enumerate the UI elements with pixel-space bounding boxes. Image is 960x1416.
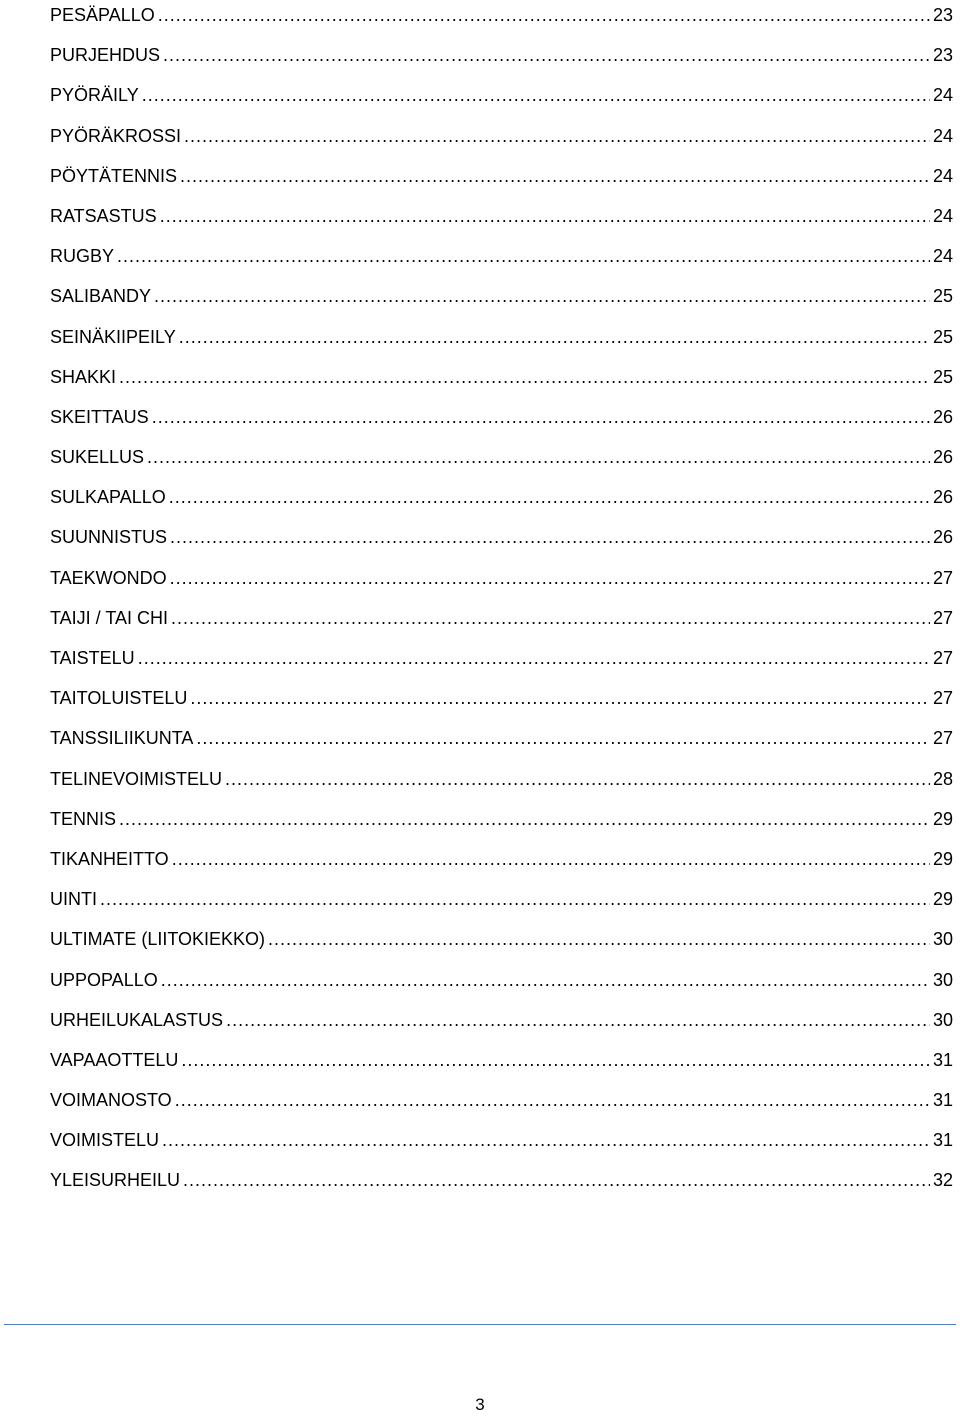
- toc-dot-leader: [183, 1166, 930, 1194]
- toc-entry-page: 31: [932, 1049, 953, 1070]
- toc-entry-label: SULKAPALLO: [50, 487, 166, 508]
- toc-entry-label: RATSASTUS: [50, 205, 157, 226]
- toc-entry-label: TAISTELU: [50, 648, 135, 668]
- toc-dot-leader: [268, 925, 930, 953]
- toc-entry[interactable]: [50, 282, 953, 322]
- toc-entry[interactable]: [50, 684, 953, 724]
- toc-entry-label: SHAKKI: [50, 366, 117, 387]
- toc-dot-leader: [170, 523, 930, 551]
- toc-entry-page: 26: [932, 527, 953, 548]
- toc-entry[interactable]: [50, 724, 953, 764]
- toc-dot-leader: [147, 443, 930, 471]
- toc-entry-label: URHEILUKALASTUS: [50, 1009, 224, 1030]
- toc-entry[interactable]: [50, 443, 953, 483]
- toc-entry-label: VOIMISTELU: [50, 1130, 160, 1151]
- toc-entry-label: ULTIMATE (LIITOKIEKKO): [50, 929, 266, 950]
- toc-dot-leader: [117, 242, 930, 270]
- toc-entry[interactable]: [50, 805, 953, 845]
- toc-dot-leader: [100, 885, 930, 913]
- toc-dot-leader: [154, 282, 930, 310]
- toc-entry-label: PESÄPALLO: [50, 5, 155, 25]
- toc-entry-page: 27: [932, 728, 953, 749]
- toc-entry-label: TAEKWONDO: [50, 567, 167, 588]
- toc-entry[interactable]: [50, 41, 953, 81]
- toc-entry[interactable]: [50, 564, 953, 604]
- toc-dot-leader: [161, 966, 930, 994]
- toc-entry[interactable]: [50, 403, 953, 443]
- toc-dot-leader: [119, 363, 930, 391]
- toc-dot-leader: [226, 1006, 930, 1034]
- toc-entry[interactable]: [50, 1006, 953, 1046]
- toc-entry[interactable]: [50, 1, 953, 41]
- toc-dot-leader: [138, 644, 930, 672]
- toc-entry-page: 29: [932, 808, 953, 829]
- table-of-contents: [50, 0, 953, 1207]
- toc-entry-label: SALIBANDY: [50, 286, 152, 307]
- toc-entry[interactable]: [50, 81, 953, 121]
- toc-entry[interactable]: [50, 363, 953, 403]
- toc-entry-page: 32: [932, 1170, 953, 1191]
- toc-entry-page: 24: [932, 85, 953, 106]
- toc-entry-page: 26: [932, 487, 953, 508]
- toc-entry-label: UINTI: [50, 889, 97, 910]
- toc-dot-leader: [172, 845, 930, 873]
- toc-entry-page: 25: [932, 286, 953, 307]
- toc-dot-leader: [142, 81, 930, 109]
- toc-entry-page: 30: [932, 969, 953, 990]
- toc-entry-label: PYÖRÄILY: [50, 85, 139, 106]
- toc-entry-page: 23: [932, 5, 953, 25]
- toc-entry-label: RUGBY: [50, 246, 115, 267]
- toc-entry[interactable]: [50, 1086, 953, 1126]
- toc-entry-page: 30: [932, 1009, 953, 1030]
- page-number: 3: [475, 1395, 485, 1414]
- toc-entry-page: 27: [932, 648, 953, 668]
- toc-entry-page: 24: [932, 125, 953, 146]
- toc-entry-label: UPPOPALLO: [50, 969, 158, 990]
- toc-entry-label: TAIJI / TAI CHI: [50, 607, 169, 628]
- toc-entry-label: TIKANHEITTO: [50, 848, 169, 869]
- toc-dot-leader: [152, 403, 930, 431]
- toc-entry-page: 29: [932, 848, 953, 869]
- toc-entry[interactable]: [50, 604, 953, 644]
- toc-dot-leader: [160, 202, 930, 230]
- toc-entry[interactable]: [50, 242, 953, 282]
- toc-entry[interactable]: [50, 162, 953, 202]
- toc-entry[interactable]: [50, 966, 953, 1006]
- toc-entry-label: PÖYTÄTENNIS: [50, 165, 178, 186]
- toc-dot-leader: [158, 1, 930, 29]
- toc-dot-leader: [190, 684, 930, 712]
- toc-entry[interactable]: [50, 925, 953, 965]
- toc-entry-label: SUUNNISTUS: [50, 527, 168, 548]
- toc-entry[interactable]: [50, 644, 953, 684]
- toc-dot-leader: [175, 1086, 930, 1114]
- toc-entry-page: 24: [932, 205, 953, 226]
- toc-entry[interactable]: [50, 1166, 953, 1206]
- toc-entry[interactable]: [50, 483, 953, 523]
- toc-entry-label: TENNIS: [50, 808, 117, 829]
- toc-entry-page: 29: [932, 889, 953, 910]
- toc-entry[interactable]: [50, 845, 953, 885]
- toc-entry[interactable]: [50, 122, 953, 162]
- toc-dot-leader: [180, 162, 930, 190]
- toc-entry[interactable]: [50, 765, 953, 805]
- toc-entry-label: TAITOLUISTELU: [50, 688, 188, 709]
- toc-dot-leader: [170, 564, 930, 592]
- toc-entry[interactable]: [50, 1046, 953, 1086]
- toc-entry-label: YLEISURHEILU: [50, 1170, 181, 1191]
- toc-entry-page: 27: [932, 567, 953, 588]
- toc-entry-label: VAPAAOTTELU: [50, 1049, 179, 1070]
- footer-divider: [4, 1324, 956, 1325]
- toc-entry-page: 25: [932, 366, 953, 387]
- toc-dot-leader: [181, 1046, 930, 1074]
- toc-entry-page: 31: [932, 1090, 953, 1111]
- toc-entry-label: PURJEHDUS: [50, 45, 161, 66]
- toc-dot-leader: [163, 41, 930, 69]
- toc-dot-leader: [196, 724, 930, 752]
- toc-entry[interactable]: [50, 523, 953, 563]
- toc-entry-label: SEINÄKIIPEILY: [50, 326, 176, 347]
- toc-entry-page: 25: [932, 326, 953, 347]
- toc-entry-label: VOIMANOSTO: [50, 1090, 172, 1111]
- toc-entry-label: PYÖRÄKROSSI: [50, 125, 182, 146]
- toc-entry-page: 28: [932, 768, 953, 789]
- toc-entry-page: 26: [932, 406, 953, 427]
- toc-entry[interactable]: [50, 885, 953, 925]
- toc-dot-leader: [169, 483, 930, 511]
- toc-entry-page: 31: [932, 1130, 953, 1151]
- toc-entry-page: 27: [932, 607, 953, 628]
- toc-entry-label: SUKELLUS: [50, 447, 145, 468]
- toc-dot-leader: [179, 323, 930, 351]
- toc-entry[interactable]: [50, 202, 953, 242]
- toc-dot-leader: [119, 805, 930, 833]
- toc-dot-leader: [162, 1126, 930, 1154]
- toc-entry-page: 27: [932, 688, 953, 709]
- toc-dot-leader: [171, 604, 930, 632]
- toc-entry-label: SKEITTAUS: [50, 406, 149, 427]
- toc-entry-page: 26: [932, 447, 953, 468]
- toc-entry-page: 24: [932, 246, 953, 267]
- toc-entry[interactable]: [50, 323, 953, 363]
- toc-entry[interactable]: [50, 1126, 953, 1166]
- toc-entry-page: 30: [932, 929, 953, 950]
- toc-entry-page: 23: [932, 45, 953, 66]
- toc-dot-leader: [225, 765, 930, 793]
- toc-entry-page: 24: [932, 165, 953, 186]
- toc-dot-leader: [184, 122, 930, 150]
- toc-entry-label: TANSSILIIKUNTA: [50, 728, 194, 749]
- toc-entry-label: TELINEVOIMISTELU: [50, 768, 223, 789]
